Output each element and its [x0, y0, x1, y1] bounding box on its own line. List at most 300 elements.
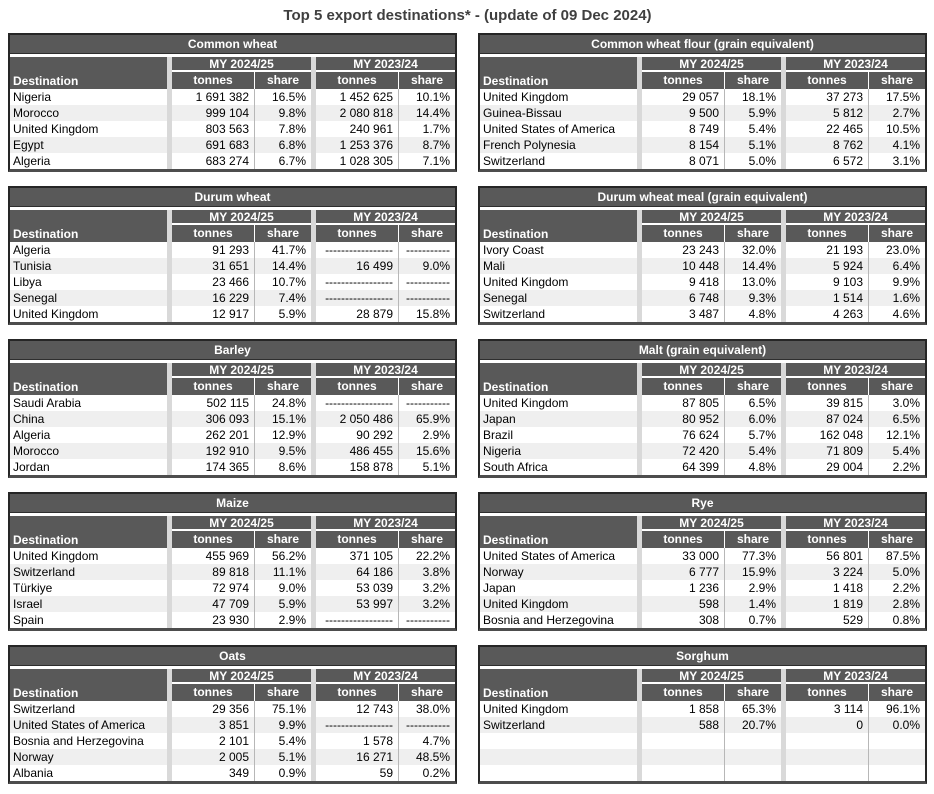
- my-previous-group-header: MY 2023/24: [316, 363, 455, 378]
- tonnes-previous-header: tonnes: [337, 379, 377, 393]
- share-current-header: share: [724, 225, 781, 242]
- tonnes-previous-cell: 59: [379, 766, 393, 780]
- tonnes-current-cell: 64 399: [682, 460, 719, 474]
- table-row: [10, 596, 455, 612]
- tonnes-previous-cell: 9 103: [832, 275, 863, 289]
- my-current-group-header: MY 2024/25: [172, 363, 311, 378]
- share-current-cell: [724, 733, 781, 749]
- share-current-cell: 4.8%: [724, 306, 781, 322]
- table-header: [480, 669, 925, 701]
- my-previous-group-header: MY 2023/24: [786, 516, 925, 531]
- table-title: Durum wheat meal (grain equivalent): [480, 188, 925, 207]
- share-current-cell: 0.7%: [724, 612, 781, 628]
- tonnes-previous-cell: 1 819: [832, 597, 863, 611]
- destination-cell: Algeria: [13, 154, 51, 168]
- destination-cell: Libya: [13, 275, 42, 289]
- destination-cell: Senegal: [483, 291, 528, 305]
- my-previous-group-header: MY 2023/24: [786, 210, 925, 225]
- share-current-cell: 4.8%: [724, 459, 781, 475]
- share-previous-cell: 15.6%: [398, 443, 455, 459]
- tonnes-current-cell: 31 651: [212, 259, 249, 273]
- share-current-cell: 77.3%: [724, 548, 781, 564]
- tonnes-current-cell: 1 236: [688, 581, 719, 595]
- tonnes-current-header: tonnes: [663, 226, 703, 240]
- export-table: [8, 339, 457, 478]
- table-row: [10, 395, 455, 411]
- tonnes-previous-cell: 5 812: [832, 106, 863, 120]
- destination-cell: United States of America: [13, 718, 146, 732]
- my-current-group-header: MY 2024/25: [642, 669, 781, 684]
- share-previous-cell: 1.7%: [398, 121, 455, 137]
- table-row: [480, 89, 925, 105]
- table-row: [10, 153, 455, 169]
- my-previous-group-header: MY 2023/24: [316, 516, 455, 531]
- tonnes-previous-cell: 240 961: [349, 122, 393, 136]
- share-current-cell: 5.1%: [724, 137, 781, 153]
- tonnes-current-cell: 1 691 382: [195, 90, 249, 104]
- tonnes-previous-cell: 53 997: [356, 597, 393, 611]
- tonnes-previous-cell: 2 050 486: [339, 412, 393, 426]
- tonnes-previous-cell: 1 028 305: [339, 154, 393, 168]
- share-current-cell: 5.4%: [724, 121, 781, 137]
- table-row: [10, 443, 455, 459]
- table-row: [480, 564, 925, 580]
- share-previous-cell: 6.5%: [868, 411, 925, 427]
- share-previous-cell: 4.7%: [398, 733, 455, 749]
- destination-cell: Saudi Arabia: [13, 396, 82, 410]
- table-row: [10, 121, 455, 137]
- share-current-cell: 5.0%: [724, 153, 781, 169]
- tonnes-previous-cell: -----------------: [325, 718, 393, 732]
- tonnes-current-cell: 23 466: [212, 275, 249, 289]
- table-row: [480, 717, 925, 733]
- share-previous-cell: 87.5%: [868, 548, 925, 564]
- table-body: [480, 242, 925, 322]
- tonnes-previous-cell: 90 292: [356, 428, 393, 442]
- share-current-cell: 1.4%: [724, 596, 781, 612]
- share-previous-cell: 9.0%: [398, 258, 455, 274]
- tonnes-current-header: tonnes: [193, 379, 233, 393]
- share-current-header: share: [724, 684, 781, 701]
- share-previous-cell: 6.4%: [868, 258, 925, 274]
- table-header: [10, 363, 455, 395]
- share-current-cell: 5.7%: [724, 427, 781, 443]
- share-current-cell: 32.0%: [724, 242, 781, 258]
- tonnes-previous-header: tonnes: [807, 685, 847, 699]
- export-table: [478, 645, 927, 784]
- export-table: [478, 339, 927, 478]
- destination-cell: United States of America: [483, 549, 616, 563]
- table-header: [480, 363, 925, 395]
- table-row: [480, 596, 925, 612]
- tonnes-current-header: tonnes: [193, 532, 233, 546]
- my-previous-group-header: MY 2023/24: [316, 210, 455, 225]
- tonnes-previous-cell: 3 224: [832, 565, 863, 579]
- share-previous-cell: -----------: [398, 717, 455, 733]
- table-body: [480, 548, 925, 628]
- destination-cell: French Polynesia: [483, 138, 576, 152]
- share-current-cell: 65.3%: [724, 701, 781, 717]
- my-current-group-header: MY 2024/25: [172, 669, 311, 684]
- share-current-header: share: [724, 531, 781, 548]
- tonnes-previous-header: tonnes: [807, 532, 847, 546]
- destination-header: Destination: [483, 533, 549, 547]
- tonnes-current-cell: 91 293: [212, 243, 249, 257]
- tonnes-current-cell: 306 093: [205, 412, 249, 426]
- tonnes-current-header: tonnes: [193, 685, 233, 699]
- table-row: [10, 258, 455, 274]
- table-header: [480, 516, 925, 548]
- table-body: [10, 89, 455, 169]
- destination-cell: United Kingdom: [483, 597, 569, 611]
- tonnes-current-cell: 33 000: [682, 549, 719, 563]
- export-table: [8, 645, 457, 784]
- table-row: [480, 612, 925, 628]
- tonnes-previous-cell: 3 114: [833, 702, 863, 716]
- tonnes-previous-cell: 37 273: [826, 90, 863, 104]
- tonnes-previous-cell: 529: [842, 613, 863, 627]
- share-current-header: share: [254, 225, 311, 242]
- table-row: [480, 153, 925, 169]
- table-row: [10, 137, 455, 153]
- share-current-cell: 5.9%: [254, 306, 311, 322]
- tonnes-previous-cell: 8 762: [832, 138, 863, 152]
- share-current-cell: 6.0%: [724, 411, 781, 427]
- tonnes-previous-cell: 1 578: [362, 734, 393, 748]
- destination-cell: Ivory Coast: [483, 243, 544, 257]
- tonnes-previous-cell: 39 815: [826, 396, 863, 410]
- destination-header: Destination: [483, 227, 549, 241]
- table-row: [10, 89, 455, 105]
- share-previous-cell: 96.1%: [868, 701, 925, 717]
- tonnes-current-cell: 588: [698, 718, 719, 732]
- tonnes-current-cell: 2 101: [218, 734, 249, 748]
- share-previous-cell: 0.8%: [868, 612, 925, 628]
- share-previous-cell: 8.7%: [398, 137, 455, 153]
- share-previous-cell: 2.7%: [868, 105, 925, 121]
- share-previous-header: share: [398, 378, 455, 395]
- tonnes-current-cell: 262 201: [205, 428, 249, 442]
- my-current-group-header: MY 2024/25: [642, 516, 781, 531]
- table-row: [10, 733, 455, 749]
- table-row: [10, 274, 455, 290]
- share-current-cell: 9.0%: [254, 580, 311, 596]
- destination-header: Destination: [13, 686, 79, 700]
- table-header: [10, 516, 455, 548]
- destination-header: Destination: [13, 380, 79, 394]
- share-current-cell: 2.9%: [254, 612, 311, 628]
- table-row: [10, 548, 455, 564]
- destination-cell: Brazil: [483, 428, 514, 442]
- share-current-cell: 10.7%: [254, 274, 311, 290]
- share-current-cell: 5.1%: [254, 749, 311, 765]
- table-row: [480, 548, 925, 564]
- tonnes-current-cell: [642, 749, 724, 765]
- table-row: [480, 105, 925, 121]
- share-previous-cell: 5.4%: [868, 443, 925, 459]
- table-row: [480, 121, 925, 137]
- share-previous-cell: 5.0%: [868, 564, 925, 580]
- tonnes-current-cell: 89 818: [212, 565, 249, 579]
- tonnes-current-cell: 308: [698, 613, 719, 627]
- tonnes-previous-cell: [786, 733, 868, 749]
- export-table: [8, 492, 457, 631]
- share-previous-cell: -----------: [398, 395, 455, 411]
- my-current-group-header: MY 2024/25: [172, 57, 311, 72]
- table-row: [10, 612, 455, 628]
- share-previous-header: share: [398, 72, 455, 89]
- share-current-cell: 9.5%: [254, 443, 311, 459]
- table-header: [10, 57, 455, 89]
- table-row: [10, 701, 455, 717]
- tonnes-current-cell: 12 917: [212, 307, 249, 321]
- tonnes-previous-cell: -----------------: [325, 275, 393, 289]
- tonnes-previous-cell: 158 878: [349, 460, 393, 474]
- share-previous-cell: 10.5%: [868, 121, 925, 137]
- my-current-group-header: MY 2024/25: [172, 210, 311, 225]
- destination-cell: Bosnia and Herzegovina: [13, 734, 144, 748]
- destination-cell: Albania: [13, 766, 54, 780]
- table-row: [480, 306, 925, 322]
- share-previous-cell: 3.0%: [868, 395, 925, 411]
- share-current-cell: 15.1%: [254, 411, 311, 427]
- share-previous-cell: [868, 749, 925, 765]
- tonnes-current-cell: 72 974: [212, 581, 249, 595]
- share-previous-cell: 2.2%: [868, 580, 925, 596]
- share-current-header: share: [724, 378, 781, 395]
- share-previous-cell: 38.0%: [398, 701, 455, 717]
- tonnes-previous-cell: 22 465: [826, 122, 863, 136]
- tonnes-previous-cell: 1 452 625: [339, 90, 393, 104]
- tonnes-previous-cell: -----------------: [325, 291, 393, 305]
- table-body: [480, 395, 925, 475]
- destination-cell: United Kingdom: [483, 275, 569, 289]
- table-title: Sorghum: [480, 647, 925, 666]
- table-body: [480, 701, 925, 781]
- share-previous-cell: -----------: [398, 290, 455, 306]
- my-previous-group-header: MY 2023/24: [316, 57, 455, 72]
- my-previous-group-header: MY 2023/24: [316, 669, 455, 684]
- table-row: [480, 274, 925, 290]
- table-row: [10, 459, 455, 475]
- tonnes-current-cell: 16 229: [212, 291, 249, 305]
- table-body: [10, 395, 455, 475]
- table-body: [10, 548, 455, 628]
- table-title: Malt (grain equivalent): [480, 341, 925, 360]
- share-current-cell: 0.9%: [254, 765, 311, 781]
- destination-cell: [480, 765, 637, 781]
- share-current-cell: 41.7%: [254, 242, 311, 258]
- share-previous-cell: 4.6%: [868, 306, 925, 322]
- destination-cell: Mali: [483, 259, 506, 273]
- share-current-cell: 13.0%: [724, 274, 781, 290]
- destination-cell: Guinea-Bissau: [483, 106, 562, 120]
- destination-cell: Algeria: [13, 243, 51, 257]
- tonnes-previous-cell: -----------------: [325, 243, 393, 257]
- tonnes-current-cell: 3 851: [218, 718, 249, 732]
- share-previous-cell: 1.6%: [868, 290, 925, 306]
- tonnes-previous-cell: [786, 749, 868, 765]
- destination-cell: United Kingdom: [483, 702, 569, 716]
- table-row: [480, 443, 925, 459]
- share-current-cell: 9.9%: [254, 717, 311, 733]
- share-previous-cell: 15.8%: [398, 306, 455, 322]
- table-row: [10, 306, 455, 322]
- tonnes-current-header: tonnes: [193, 226, 233, 240]
- table-title: Maize: [10, 494, 455, 513]
- share-current-header: share: [254, 684, 311, 701]
- destination-cell: United Kingdom: [13, 122, 99, 136]
- tonnes-current-cell: 29 356: [212, 702, 249, 716]
- share-current-cell: 5.9%: [724, 105, 781, 121]
- share-previous-cell: 9.9%: [868, 274, 925, 290]
- share-previous-cell: 10.1%: [398, 89, 455, 105]
- tonnes-current-cell: [642, 765, 724, 781]
- tonnes-previous-cell: 486 455: [349, 444, 393, 458]
- share-previous-cell: 3.1%: [868, 153, 925, 169]
- table-row: [10, 717, 455, 733]
- tonnes-current-cell: 72 420: [682, 444, 719, 458]
- destination-header: Destination: [13, 227, 79, 241]
- destination-cell: Japan: [483, 581, 516, 595]
- tonnes-current-cell: 8 071: [688, 154, 719, 168]
- share-current-header: share: [254, 531, 311, 548]
- destination-cell: Japan: [483, 412, 516, 426]
- share-previous-header: share: [868, 225, 925, 242]
- tonnes-previous-cell: 87 024: [826, 412, 863, 426]
- export-table: [478, 33, 927, 172]
- destination-cell: Tunisia: [13, 259, 52, 273]
- share-current-cell: 9.8%: [254, 105, 311, 121]
- export-table: [8, 186, 457, 325]
- destination-header: Destination: [483, 686, 549, 700]
- my-previous-group-header: MY 2023/24: [786, 669, 925, 684]
- table-row: [480, 459, 925, 475]
- tonnes-current-cell: 2 005: [218, 750, 249, 764]
- tonnes-current-cell: 47 709: [212, 597, 249, 611]
- tonnes-current-cell: [642, 733, 724, 749]
- destination-cell: Egypt: [13, 138, 44, 152]
- share-current-cell: 6.7%: [254, 153, 311, 169]
- table-header: [10, 669, 455, 701]
- share-current-cell: 56.2%: [254, 548, 311, 564]
- tonnes-previous-cell: 29 004: [826, 460, 863, 474]
- destination-cell: United Kingdom: [13, 549, 99, 563]
- destination-header: Destination: [483, 74, 549, 88]
- tonnes-previous-cell: 53 039: [356, 581, 393, 595]
- share-previous-cell: 22.2%: [398, 548, 455, 564]
- share-current-cell: 14.4%: [254, 258, 311, 274]
- share-current-cell: 5.4%: [724, 443, 781, 459]
- tonnes-previous-cell: 371 105: [349, 549, 393, 563]
- destination-cell: Israel: [13, 597, 43, 611]
- tonnes-current-cell: 23 243: [682, 243, 719, 257]
- share-previous-cell: 2.2%: [868, 459, 925, 475]
- destination-cell: Switzerland: [13, 702, 76, 716]
- tonnes-current-cell: 803 563: [205, 122, 249, 136]
- share-previous-header: share: [868, 684, 925, 701]
- tonnes-previous-header: tonnes: [807, 73, 847, 87]
- tonnes-current-cell: 502 115: [206, 396, 249, 410]
- destination-cell: China: [13, 412, 45, 426]
- table-header: [480, 57, 925, 89]
- share-current-header: share: [254, 72, 311, 89]
- share-current-cell: 7.4%: [254, 290, 311, 306]
- share-previous-cell: 0.2%: [398, 765, 455, 781]
- tables-grid: [8, 33, 927, 784]
- destination-cell: United Kingdom: [483, 396, 569, 410]
- share-previous-cell: 4.1%: [868, 137, 925, 153]
- tonnes-current-header: tonnes: [663, 73, 703, 87]
- table-title: Common wheat: [10, 35, 455, 54]
- destination-header: Destination: [483, 380, 549, 394]
- tonnes-previous-cell: 6 572: [832, 154, 863, 168]
- share-current-cell: 24.8%: [254, 395, 311, 411]
- destination-cell: Bosnia and Herzegovina: [483, 613, 614, 627]
- share-previous-cell: 3.8%: [398, 564, 455, 580]
- tonnes-previous-cell: 2 080 818: [339, 106, 393, 120]
- share-current-cell: 9.3%: [724, 290, 781, 306]
- export-table: [8, 33, 457, 172]
- share-current-cell: 11.1%: [254, 564, 311, 580]
- tonnes-previous-cell: 16 499: [356, 259, 393, 273]
- tonnes-previous-header: tonnes: [337, 532, 377, 546]
- tonnes-previous-cell: 1 418: [832, 581, 863, 595]
- table-title: Common wheat flour (grain equivalent): [480, 35, 925, 54]
- destination-cell: Switzerland: [13, 565, 76, 579]
- destination-cell: Nigeria: [483, 444, 522, 458]
- table-row: [480, 427, 925, 443]
- table-title: Durum wheat: [10, 188, 455, 207]
- table-body: [10, 701, 455, 781]
- tonnes-current-cell: 999 104: [205, 106, 249, 120]
- share-previous-cell: 7.1%: [398, 153, 455, 169]
- share-current-cell: 5.9%: [254, 596, 311, 612]
- destination-cell: United States of America: [483, 122, 616, 136]
- page-title: Top 5 export destinations* - (update of 09 Dec 2024): [283, 7, 652, 24]
- tonnes-current-cell: 8 749: [688, 122, 719, 136]
- share-previous-header: share: [868, 531, 925, 548]
- table-row: [10, 427, 455, 443]
- share-previous-header: share: [398, 684, 455, 701]
- tonnes-current-header: tonnes: [193, 73, 233, 87]
- table-row: [480, 258, 925, 274]
- my-current-group-header: MY 2024/25: [642, 363, 781, 378]
- destination-cell: Switzerland: [483, 718, 546, 732]
- my-previous-group-header: MY 2023/24: [786, 363, 925, 378]
- share-previous-cell: 17.5%: [868, 89, 925, 105]
- destination-cell: Nigeria: [13, 90, 52, 104]
- table-row: [480, 765, 925, 781]
- my-current-group-header: MY 2024/25: [642, 57, 781, 72]
- table-row: [10, 411, 455, 427]
- share-current-cell: 8.6%: [254, 459, 311, 475]
- my-current-group-header: MY 2024/25: [172, 516, 311, 531]
- tonnes-previous-cell: 0: [856, 718, 863, 732]
- tonnes-current-cell: 9 418: [688, 275, 719, 289]
- tonnes-previous-cell: 12 743: [356, 702, 393, 716]
- tonnes-current-cell: 455 969: [205, 549, 249, 563]
- tonnes-current-cell: 174 365: [205, 460, 249, 474]
- destination-cell: Spain: [13, 613, 44, 627]
- tonnes-current-cell: 598: [698, 597, 719, 611]
- tonnes-previous-cell: 1 253 376: [339, 138, 393, 152]
- tonnes-current-cell: 683 274: [205, 154, 249, 168]
- share-previous-cell: 2.9%: [398, 427, 455, 443]
- tonnes-previous-cell: [786, 765, 868, 781]
- share-previous-cell: 3.2%: [398, 596, 455, 612]
- destination-cell: Türkiye: [13, 581, 53, 595]
